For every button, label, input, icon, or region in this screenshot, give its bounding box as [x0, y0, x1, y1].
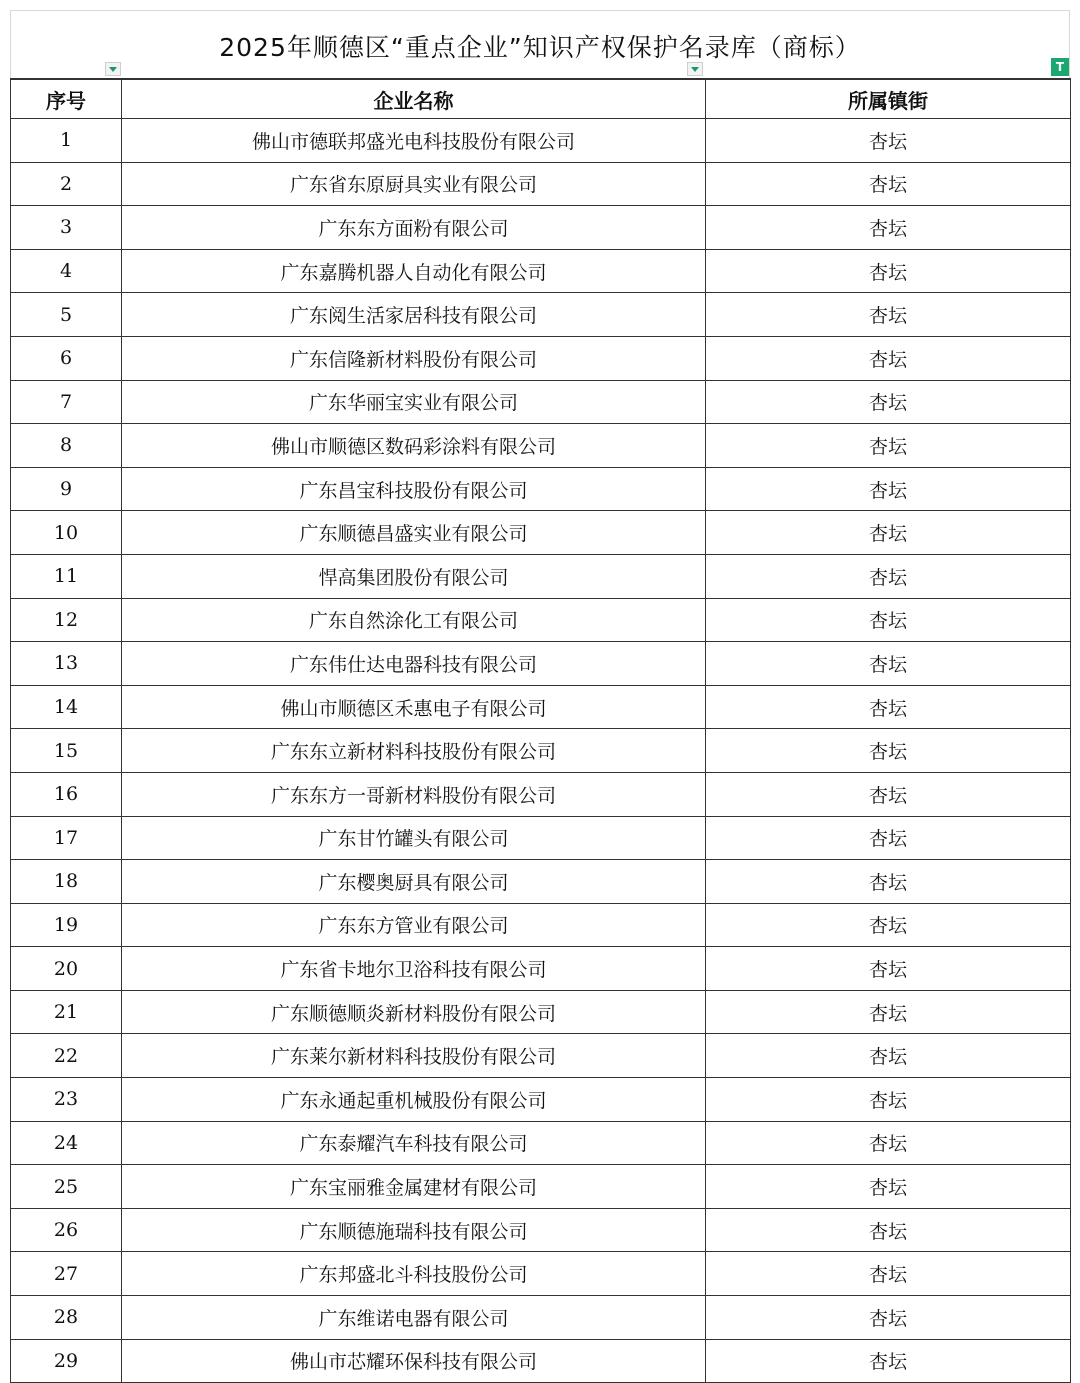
cell-index[interactable]: 24 [11, 1121, 122, 1165]
cell-index[interactable]: 29 [11, 1339, 122, 1383]
cell-town[interactable]: 杏坛 [706, 729, 1071, 773]
table-row [11, 162, 1071, 206]
cell-index[interactable]: 13 [11, 642, 122, 686]
cell-index[interactable]: 27 [11, 1252, 122, 1296]
cell-town[interactable]: 杏坛 [706, 816, 1071, 860]
cell-index[interactable]: 23 [11, 1078, 122, 1122]
cell-town[interactable]: 杏坛 [706, 947, 1071, 991]
cell-town[interactable]: 杏坛 [706, 380, 1071, 424]
cell-town[interactable]: 杏坛 [706, 860, 1071, 904]
cell-town[interactable]: 杏坛 [706, 685, 1071, 729]
cell-company-name[interactable]: 广东宝丽雅金属建材有限公司 [122, 1165, 706, 1209]
table-row [11, 1208, 1071, 1252]
header-town[interactable]: 所属镇街 [706, 79, 1071, 119]
spreadsheet [10, 10, 1070, 1383]
table-row [11, 1034, 1071, 1078]
cell-company-name[interactable]: 广东东立新材料科技股份有限公司 [122, 729, 706, 773]
cell-company-name[interactable]: 广东嘉腾机器人自动化有限公司 [122, 249, 706, 293]
cell-company-name[interactable]: 广东泰耀汽车科技有限公司 [122, 1121, 706, 1165]
cell-index[interactable]: 8 [11, 424, 122, 468]
cell-company-name[interactable]: 广东昌宝科技股份有限公司 [122, 467, 706, 511]
table-row [11, 467, 1071, 511]
cell-company-name[interactable]: 广东华丽宝实业有限公司 [122, 380, 706, 424]
cell-company-name[interactable]: 佛山市德联邦盛光电科技股份有限公司 [122, 119, 706, 163]
cell-company-name[interactable]: 佛山市顺德区数码彩涂料有限公司 [122, 424, 706, 468]
table-row [11, 511, 1071, 555]
cell-company-name[interactable]: 广东樱奥厨具有限公司 [122, 860, 706, 904]
cell-company-name[interactable]: 广东顺德顺炎新材料股份有限公司 [122, 990, 706, 1034]
cell-index[interactable]: 21 [11, 990, 122, 1034]
cell-index[interactable]: 18 [11, 860, 122, 904]
table-row [11, 598, 1071, 642]
table-row [11, 1165, 1071, 1209]
cell-index[interactable]: 16 [11, 772, 122, 816]
cell-index[interactable]: 7 [11, 380, 122, 424]
cell-company-name[interactable]: 悍高集团股份有限公司 [122, 554, 706, 598]
table-row [11, 249, 1071, 293]
cell-index[interactable]: 25 [11, 1165, 122, 1209]
cell-company-name[interactable]: 广东信隆新材料股份有限公司 [122, 336, 706, 380]
cell-town[interactable]: 杏坛 [706, 336, 1071, 380]
table-row [11, 772, 1071, 816]
cell-town[interactable]: 杏坛 [706, 990, 1071, 1034]
cell-town[interactable]: 杏坛 [706, 1165, 1071, 1209]
table-row [11, 380, 1071, 424]
cell-town[interactable]: 杏坛 [706, 249, 1071, 293]
cell-company-name[interactable]: 广东阅生活家居科技有限公司 [122, 293, 706, 337]
filter-active-icon[interactable]: T [1051, 58, 1069, 76]
cell-town[interactable]: 杏坛 [706, 293, 1071, 337]
cell-town[interactable]: 杏坛 [706, 1121, 1071, 1165]
cell-index[interactable]: 20 [11, 947, 122, 991]
header-row [11, 79, 1071, 119]
table-row [11, 685, 1071, 729]
cell-town[interactable]: 杏坛 [706, 1296, 1071, 1340]
page-title: 2025年顺德区“重点企业”知识产权保护名录库（商标） [219, 33, 861, 62]
cell-town[interactable]: 杏坛 [706, 598, 1071, 642]
cell-index[interactable]: 11 [11, 554, 122, 598]
cell-company-name[interactable]: 广东莱尔新材料科技股份有限公司 [122, 1034, 706, 1078]
cell-index[interactable]: 22 [11, 1034, 122, 1078]
filter-dropdown-icon[interactable] [105, 62, 121, 76]
cell-town[interactable]: 杏坛 [706, 903, 1071, 947]
cell-town[interactable]: 杏坛 [706, 1339, 1071, 1383]
cell-company-name[interactable]: 广东伟仕达电器科技有限公司 [122, 642, 706, 686]
cell-index[interactable]: 4 [11, 249, 122, 293]
cell-index[interactable]: 17 [11, 816, 122, 860]
title-row [10, 10, 1070, 78]
cell-town[interactable]: 杏坛 [706, 642, 1071, 686]
cell-index[interactable]: 28 [11, 1296, 122, 1340]
cell-company-name[interactable]: 广东维诺电器有限公司 [122, 1296, 706, 1340]
table-row [11, 293, 1071, 337]
table-row [11, 1078, 1071, 1122]
header-index[interactable]: 序号 [11, 79, 122, 119]
cell-company-name[interactable]: 广东顺德昌盛实业有限公司 [122, 511, 706, 555]
table-row [11, 119, 1071, 163]
cell-company-name[interactable]: 广东甘竹罐头有限公司 [122, 816, 706, 860]
table-row [11, 1296, 1071, 1340]
cell-company-name[interactable]: 广东省东原厨具实业有限公司 [122, 162, 706, 206]
cell-company-name[interactable]: 广东省卡地尔卫浴科技有限公司 [122, 947, 706, 991]
cell-town[interactable]: 杏坛 [706, 1252, 1071, 1296]
cell-index[interactable]: 14 [11, 685, 122, 729]
table-row [11, 816, 1071, 860]
cell-index[interactable]: 10 [11, 511, 122, 555]
cell-town[interactable]: 杏坛 [706, 206, 1071, 250]
cell-town[interactable]: 杏坛 [706, 1078, 1071, 1122]
cell-company-name[interactable]: 广东东方一哥新材料股份有限公司 [122, 772, 706, 816]
table-row [11, 424, 1071, 468]
cell-company-name[interactable]: 广东东方面粉有限公司 [122, 206, 706, 250]
cell-index[interactable]: 26 [11, 1208, 122, 1252]
cell-company-name[interactable]: 佛山市顺德区禾惠电子有限公司 [122, 685, 706, 729]
table-row [11, 1121, 1071, 1165]
header-company-name[interactable]: 企业名称 [122, 79, 706, 119]
filter-dropdown-icon[interactable] [687, 62, 703, 76]
cell-town[interactable]: 杏坛 [706, 119, 1071, 163]
table-row [11, 729, 1071, 773]
cell-index[interactable]: 1 [11, 119, 122, 163]
table-row [11, 206, 1071, 250]
table-row [11, 860, 1071, 904]
table-row [11, 1252, 1071, 1296]
table-row [11, 947, 1071, 991]
table-row [11, 990, 1071, 1034]
table-row [11, 903, 1071, 947]
cell-town[interactable]: 杏坛 [706, 772, 1071, 816]
cell-index[interactable]: 9 [11, 467, 122, 511]
cell-town[interactable]: 杏坛 [706, 1034, 1071, 1078]
cell-company-name[interactable]: 佛山市芯耀环保科技有限公司 [122, 1339, 706, 1383]
cell-index[interactable]: 6 [11, 336, 122, 380]
cell-index[interactable]: 2 [11, 162, 122, 206]
cell-company-name[interactable]: 广东东方管业有限公司 [122, 903, 706, 947]
cell-town[interactable]: 杏坛 [706, 467, 1071, 511]
table-row [11, 1339, 1071, 1383]
cell-index[interactable]: 15 [11, 729, 122, 773]
cell-town[interactable]: 杏坛 [706, 162, 1071, 206]
cell-index[interactable]: 12 [11, 598, 122, 642]
cell-company-name[interactable]: 广东顺德施瑞科技有限公司 [122, 1208, 706, 1252]
cell-town[interactable]: 杏坛 [706, 1208, 1071, 1252]
table-row [11, 336, 1071, 380]
cell-company-name[interactable]: 广东自然涂化工有限公司 [122, 598, 706, 642]
cell-company-name[interactable]: 广东邦盛北斗科技股份公司 [122, 1252, 706, 1296]
company-table [10, 78, 1071, 1383]
cell-index[interactable]: 19 [11, 903, 122, 947]
cell-company-name[interactable]: 广东永通起重机械股份有限公司 [122, 1078, 706, 1122]
cell-town[interactable]: 杏坛 [706, 554, 1071, 598]
cell-town[interactable]: 杏坛 [706, 511, 1071, 555]
cell-town[interactable]: 杏坛 [706, 424, 1071, 468]
cell-index[interactable]: 5 [11, 293, 122, 337]
table-row [11, 554, 1071, 598]
table-row [11, 642, 1071, 686]
cell-index[interactable]: 3 [11, 206, 122, 250]
